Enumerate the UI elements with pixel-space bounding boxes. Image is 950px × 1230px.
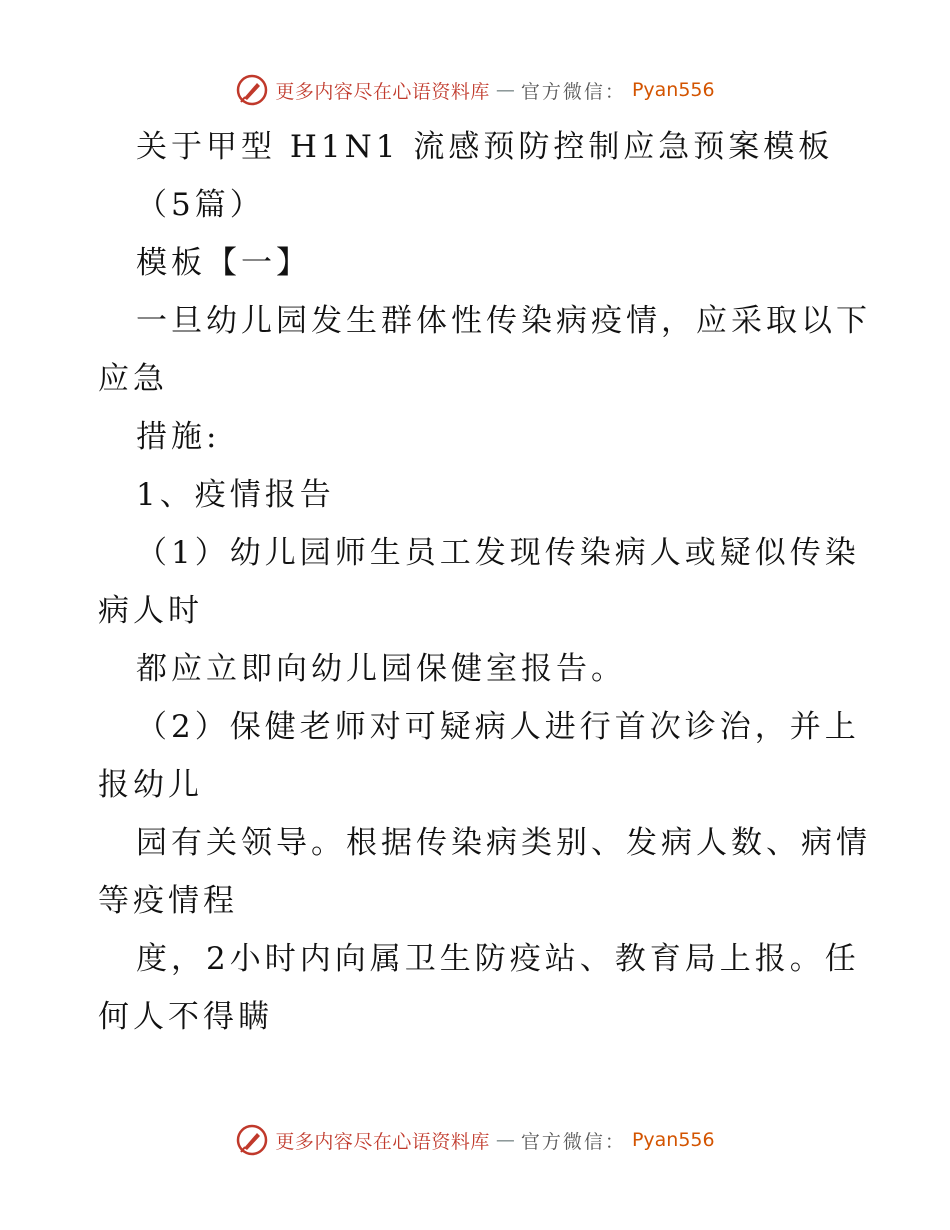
section-heading: 模板【一】 — [136, 245, 311, 281]
document-body — [0, 118, 950, 1046]
document-subtitle: （5篇） — [136, 187, 265, 223]
watermark-label: 官方微信： — [520, 80, 626, 103]
paragraph-line: 度，2小时内向属卫生防疫站、教育局上报。任 — [136, 941, 860, 977]
paragraph-line: 等疫情程 — [98, 883, 238, 919]
paragraph-line: 应急 — [98, 361, 168, 397]
feather-logo-icon — [235, 73, 269, 107]
watermark-label: 官方微信： — [520, 1130, 626, 1153]
paragraph-line: 一旦幼儿园发生群体性传染病疫情，应采取以下 — [136, 303, 871, 339]
paragraph-line: 都应立即向幼儿园保健室报告。 — [136, 651, 626, 687]
document-title: 关于甲型 H1N1 流感预防控制应急预案模板 — [136, 129, 834, 165]
paragraph-line: 报幼儿 — [98, 767, 203, 803]
footer-watermark — [0, 1122, 950, 1158]
feather-logo-icon — [235, 1123, 269, 1157]
paragraph-line: 何人不得瞒 — [98, 999, 273, 1035]
watermark-id: Pyan556 — [631, 79, 715, 101]
paragraph-line: 病人时 — [98, 593, 203, 629]
paragraph-line: 措施: — [136, 419, 221, 455]
paragraph-line: （2）保健老师对可疑病人进行首次诊治，并上 — [136, 709, 860, 745]
watermark-site: 更多内容尽在心语资料库 — [275, 1130, 490, 1153]
watermark-id: Pyan556 — [631, 1129, 715, 1151]
header-watermark — [0, 72, 950, 108]
watermark-separator: — — [495, 79, 515, 101]
paragraph-line: （1）幼儿园师生员工发现传染病人或疑似传染 — [136, 535, 860, 571]
paragraph-line: 园有关领导。根据传染病类别、发病人数、病情 — [136, 825, 871, 861]
watermark-separator: — — [495, 1129, 515, 1151]
watermark-site: 更多内容尽在心语资料库 — [275, 80, 490, 103]
subsection-heading: 1、疫情报告 — [136, 477, 335, 513]
